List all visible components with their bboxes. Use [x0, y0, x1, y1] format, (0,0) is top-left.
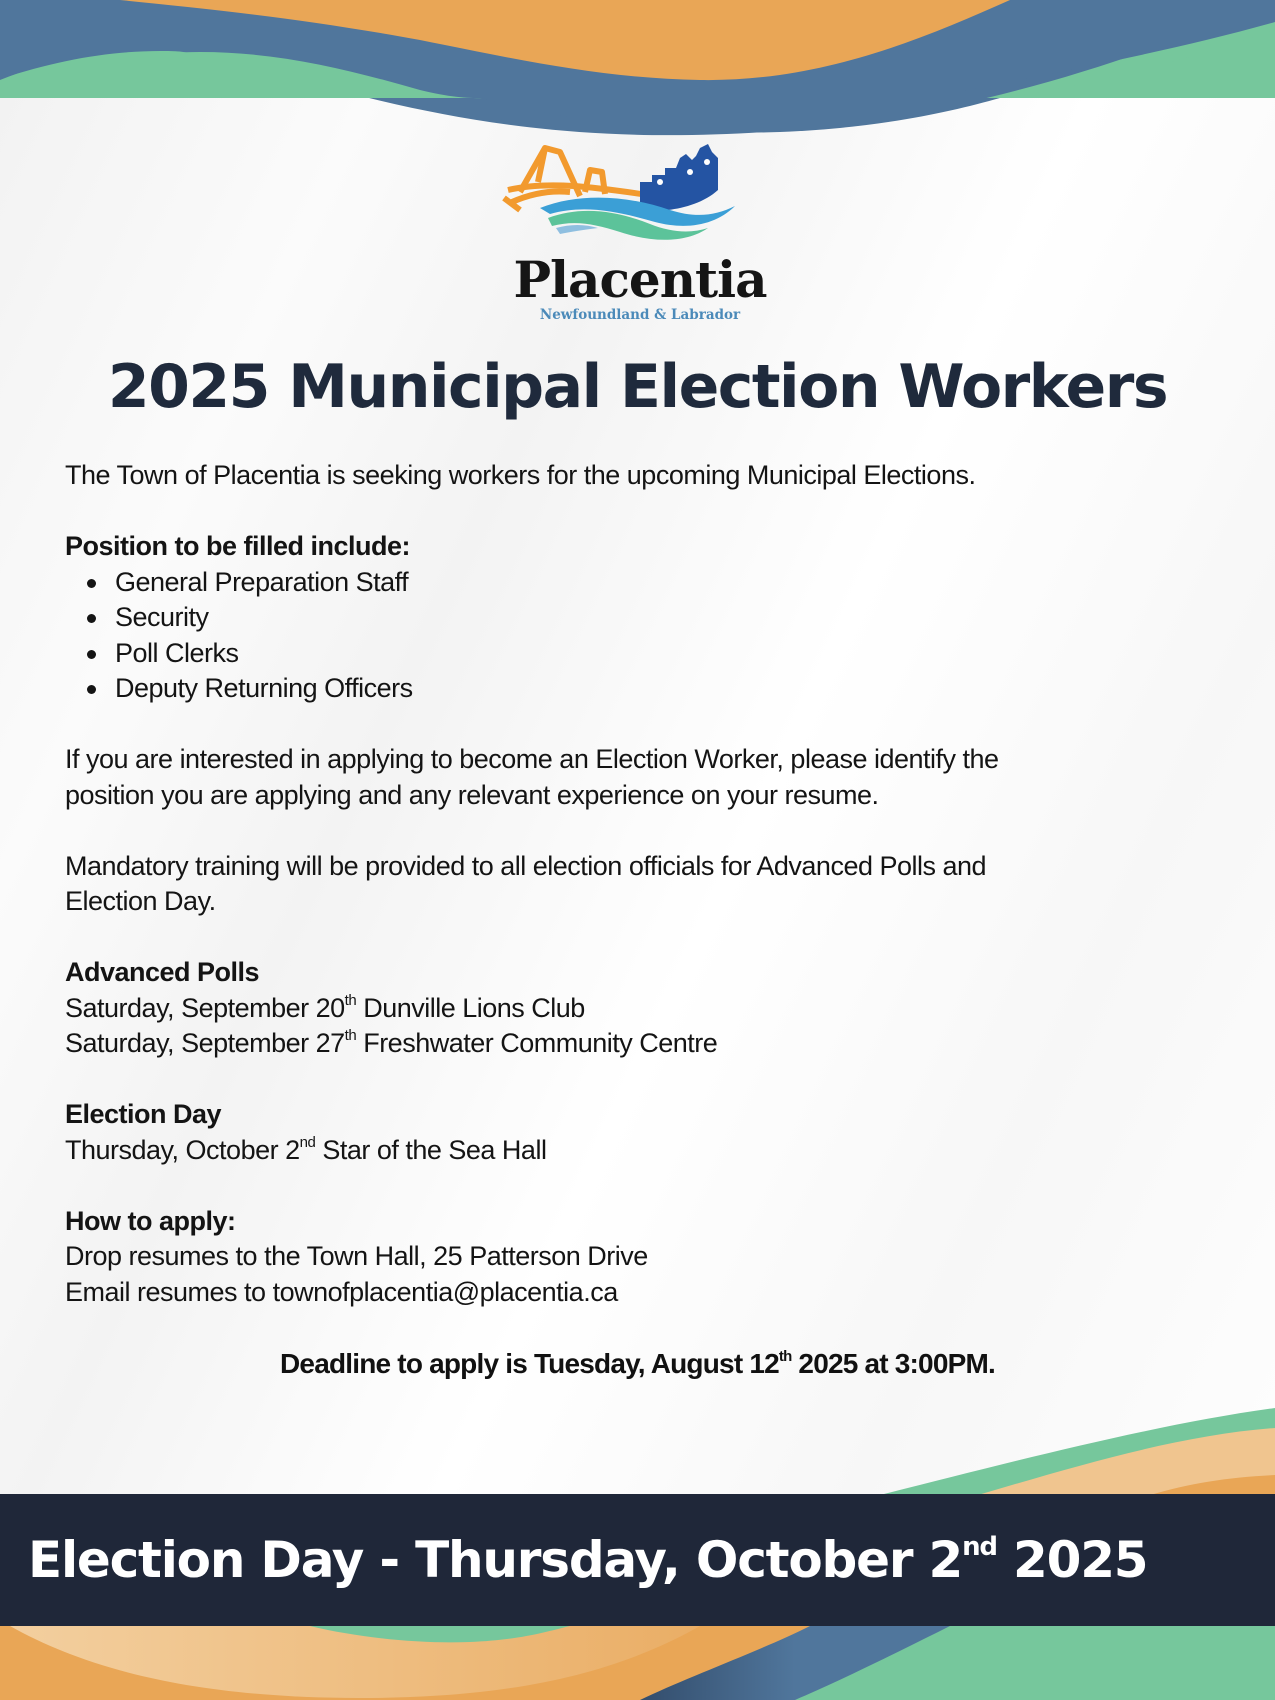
apply-note-line-2: position you are applying and any relevant experience on your resume.: [65, 779, 879, 810]
email-link[interactable]: townofplacentia@placentia.ca: [272, 1276, 618, 1307]
logo-subtitle: Newfoundland & Labrador: [539, 307, 741, 323]
town-skyline-icon: [640, 144, 718, 210]
deadline-suffix: th: [778, 1348, 792, 1365]
poll-date-suffix: th: [344, 991, 357, 1009]
deadline-rest: 2025 at 3:00PM.: [791, 1348, 995, 1379]
election-location: Star of the Sea Hall: [322, 1134, 547, 1165]
drop-resumes-text: Drop resumes to the Town Hall, 25 Patterson Drive: [65, 1241, 648, 1271]
deadline-prefix: Deadline to apply is Tuesday, August 12: [280, 1348, 779, 1379]
training-note-line-2: Election Day.: [65, 886, 216, 916]
advanced-poll-entry: [65, 1026, 1215, 1062]
position-item: Deputy Returning Officers: [87, 671, 1215, 707]
placentia-logo: [490, 130, 790, 330]
main-content: [65, 458, 1215, 1310]
deadline-text: [0, 1348, 1275, 1380]
page-title: 2025 Municipal Election Workers: [107, 352, 1168, 422]
email-resumes-line: [65, 1275, 1215, 1311]
banner-suffix: nd: [962, 1532, 997, 1562]
election-day-banner: [0, 1494, 1275, 1628]
poll-location: Dunville Lions Club: [363, 992, 585, 1023]
positions-heading: Position to be filled include:: [65, 531, 411, 561]
poll-location: Freshwater Community Centre: [363, 1028, 718, 1058]
email-prefix: Email resumes to: [65, 1276, 273, 1307]
logo-emblem-icon: [490, 130, 790, 250]
position-item: General Preparation Staff: [87, 565, 1215, 601]
logo-name: Placentia: [513, 250, 767, 309]
bottom-right-wave-decoration: [0, 1395, 1275, 1495]
poll-date: Saturday, September 20: [65, 992, 345, 1023]
bottom-wave-decoration: [0, 1626, 1275, 1700]
position-item: Poll Clerks: [87, 636, 1215, 672]
poll-date-suffix: th: [344, 1027, 357, 1044]
election-day-heading: Election Day: [65, 1099, 222, 1129]
banner-text: [28, 1528, 1147, 1592]
training-note-line-1: Mandatory training will be provided to all election officials for Advanced Polls and: [65, 850, 987, 881]
intro-text: The Town of Placentia is seeking workers for the upcoming Municipal Elections.: [65, 460, 976, 490]
poll-date: Saturday, September 27: [65, 1028, 345, 1058]
position-item: Security: [87, 600, 1215, 636]
election-date-suffix: nd: [299, 1133, 316, 1151]
apply-note-line-1: If you are interested in applying to become an Election Worker, please identify the: [65, 744, 999, 774]
election-day-entry: [65, 1133, 1215, 1169]
banner-rest: 2025: [996, 1531, 1148, 1589]
election-date: Thursday, October 2: [65, 1134, 300, 1165]
banner-prefix: Election Day - Thursday, October 2: [28, 1531, 963, 1589]
positions-list: [65, 565, 1215, 707]
advanced-polls-heading: Advanced Polls: [65, 957, 260, 987]
top-wave-decoration: [0, 0, 1275, 140]
how-to-apply-heading: How to apply:: [65, 1205, 236, 1236]
advanced-poll-entry: [65, 991, 1215, 1027]
